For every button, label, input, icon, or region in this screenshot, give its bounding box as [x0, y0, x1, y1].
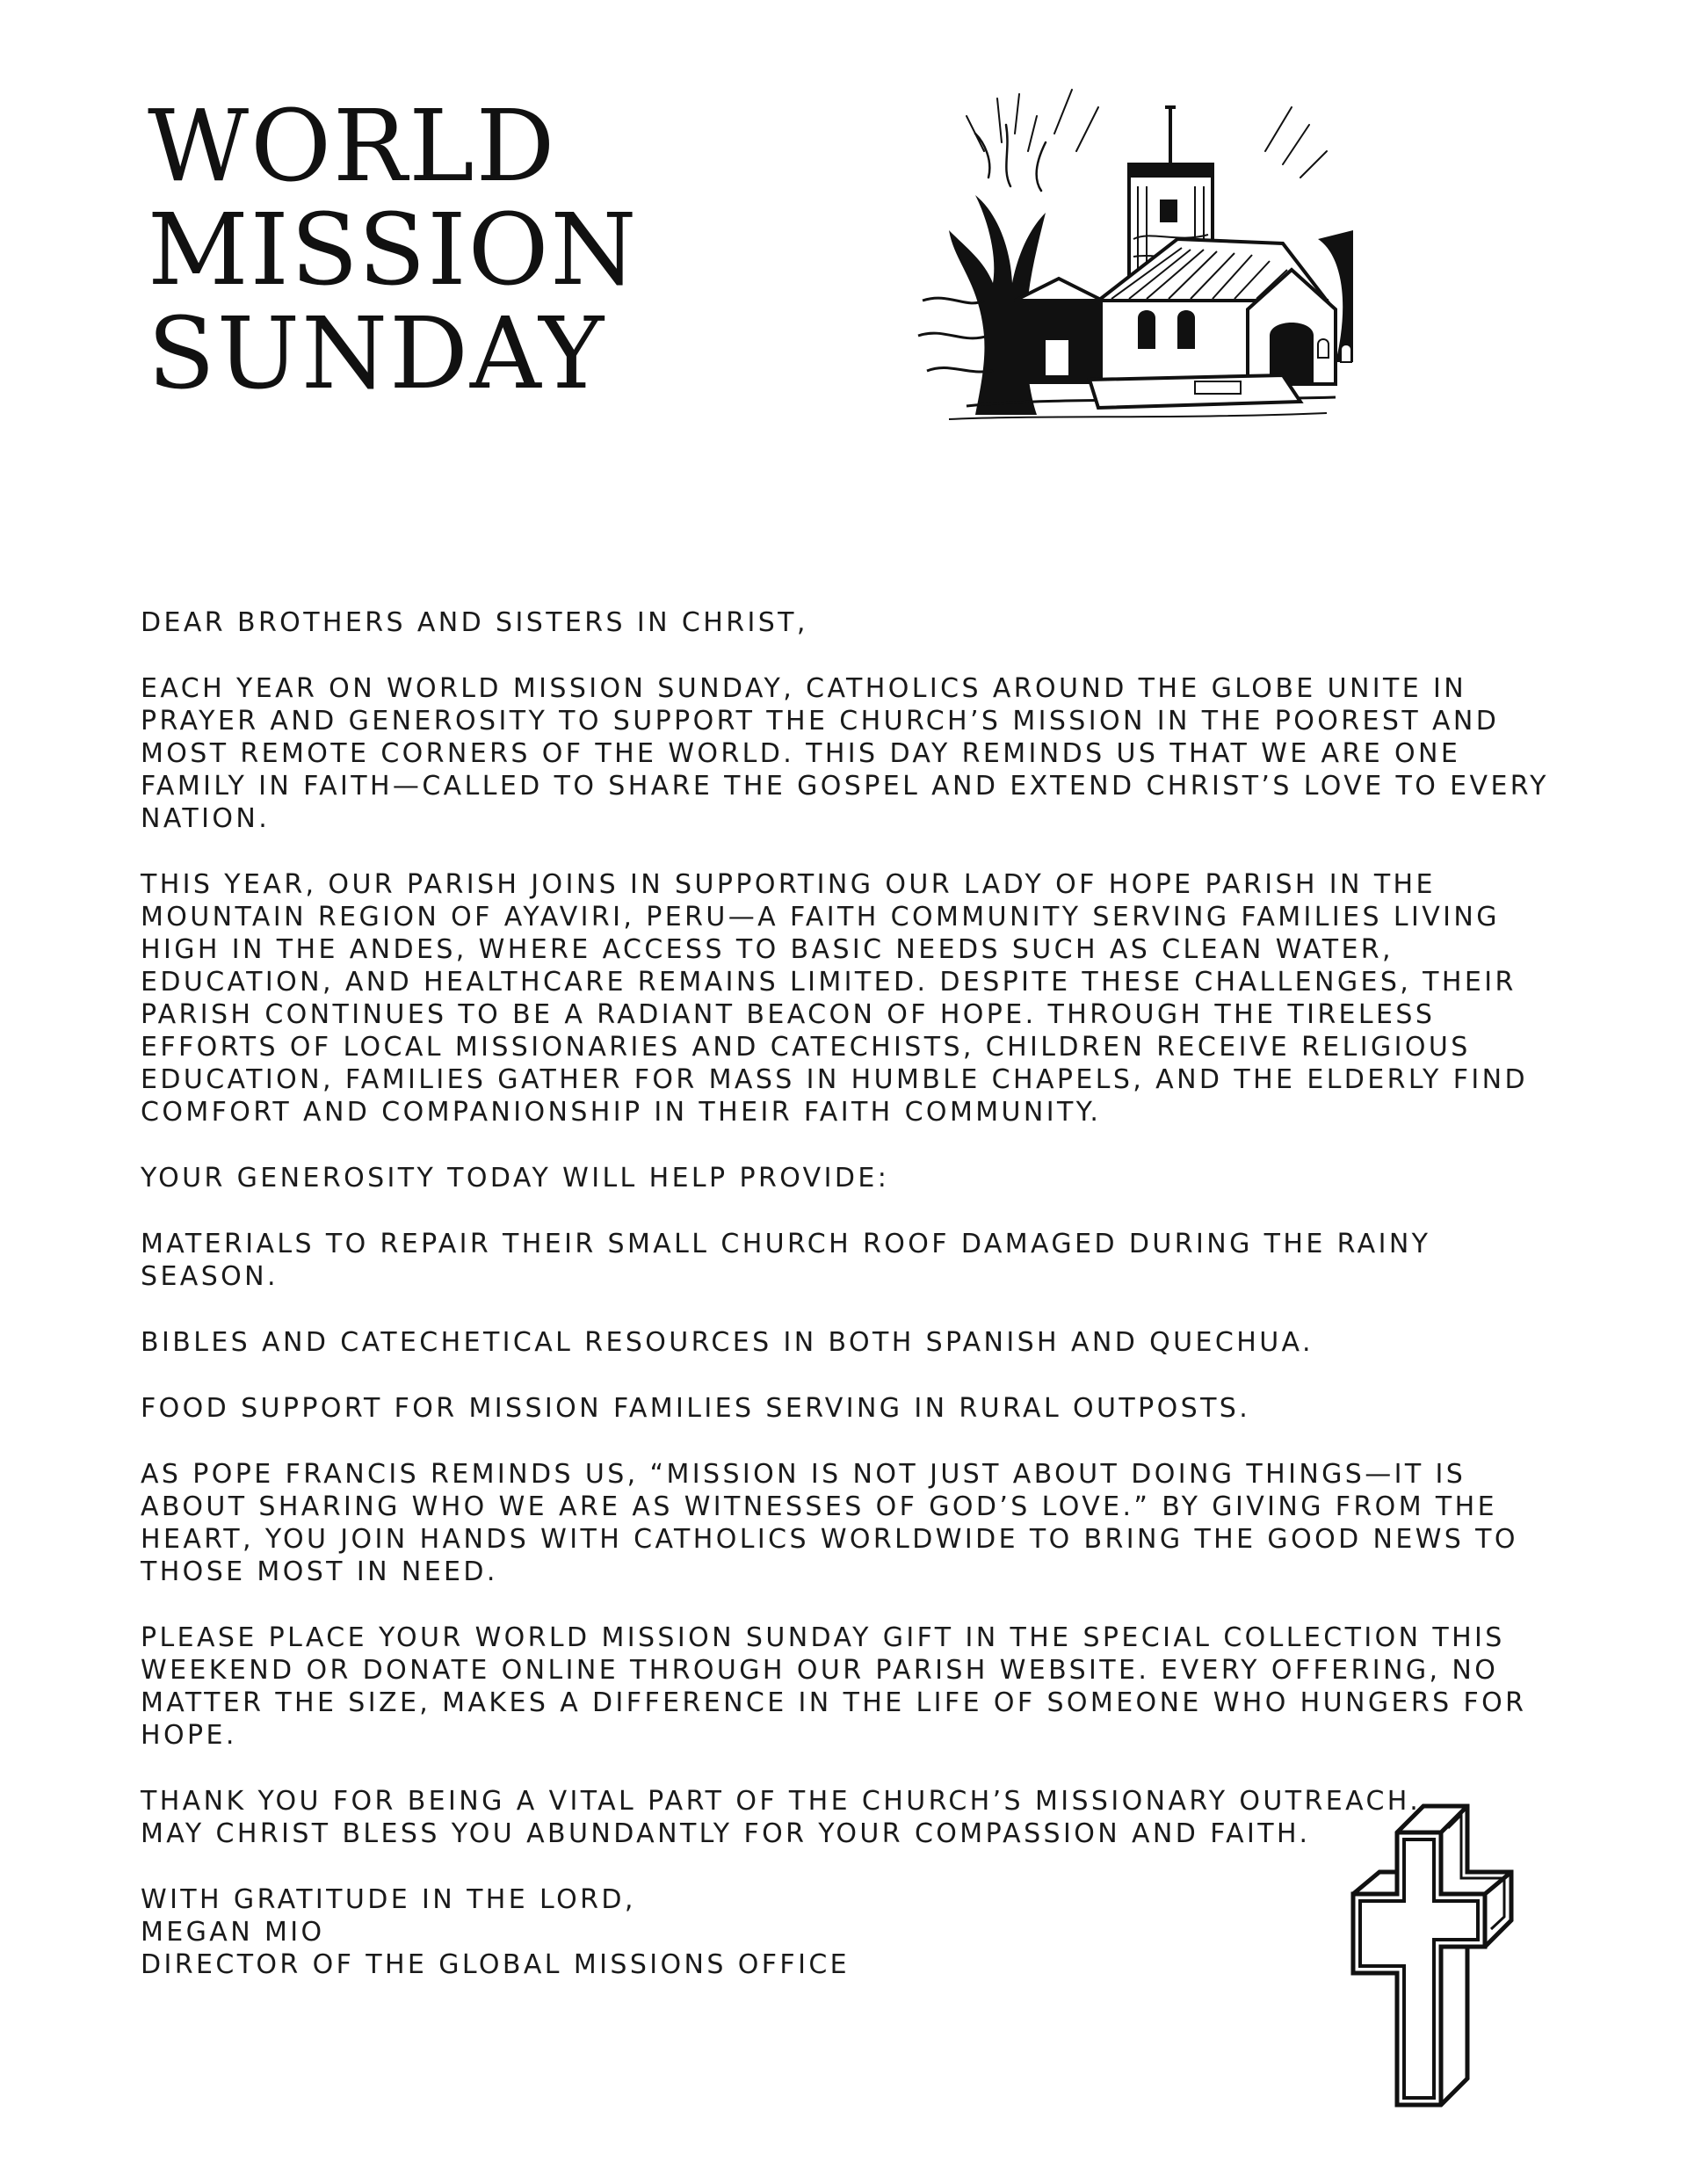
signoff: WITH GRATITUDE IN THE LORD,	[141, 1884, 636, 1915]
title-line-1: WORLD	[148, 90, 557, 204]
paragraph-donate: PLEASE PLACE YOUR WORLD MISSION SUNDAY GIFT IN THE SPECIAL COLLECTION THIS WEEKEND OR DONATE ONLINE THROUGH OUR PARISH WEBSITE. EVERY OFFERING, NO MATTER THE SIZE, MAKES A DIFFERENCE IN THE LIFE OF SOMEONE WHO HUNGERS FOR HOPE.	[141, 1622, 1527, 1751]
title-line-2: MISSION	[148, 193, 639, 308]
closing-line-1: THANK YOU FOR BEING A VITAL PART OF THE CHURCH’S MISSIONARY OUTREACH.	[141, 1786, 1422, 1817]
signer-role: DIRECTOR OF THE GLOBAL MISSIONS OFFICE	[141, 1949, 851, 1980]
signer-name: MEGAN MIO	[141, 1917, 325, 1948]
list-item: MATERIALS TO REPAIR THEIR SMALL CHURCH ROOF DAMAGED DURING THE RAINY SEASON.	[141, 1229, 1431, 1292]
paragraph-provide: YOUR GENEROSITY TODAY WILL HELP PROVIDE:	[141, 1163, 890, 1194]
greeting: DEAR BROTHERS AND SISTERS IN CHRIST,	[141, 607, 808, 638]
paragraph-quote: AS POPE FRANCIS REMINDS US, “MISSION IS NOT JUST ABOUT DOING THINGS—IT IS ABOUT SHARING WHO WE ARE AS WITNESSES OF GOD’S LOVE.” BY GIVING FROM THE HEART, YOU JOIN HANDS WITH CATHOLICS WORLDWIDE TO BRING THE GOOD NEWS TO THOSE MOST IN NEED.	[141, 1459, 1518, 1587]
paragraph-intro: EACH YEAR ON WORLD MISSION SUNDAY, CATHOLICS AROUND THE GLOBE UNITE IN PRAYER AND GENEROSITY TO SUPPORT THE CHURCH’S MISSION IN THE POOREST AND MOST REMOTE CORNERS OF THE WORLD. THIS DAY REMINDS US THAT WE ARE ONE FAMILY IN FAITH—CALLED TO SHARE THE GOSPEL AND EXTEND CHRIST’S LOVE TO EVERY NATION.	[141, 673, 1549, 834]
closing-line-2: MAY CHRIST BLESS YOU ABUNDANTLY FOR YOUR COMPASSION AND FAITH.	[141, 1818, 1311, 1849]
letter-body	[141, 606, 1564, 1981]
title-line-3: SUNDAY	[148, 297, 606, 411]
paragraph-parish: THIS YEAR, OUR PARISH JOINS IN SUPPORTING OUR LADY OF HOPE PARISH IN THE MOUNTAIN REGION OF AYAVIRI, PERU—A FAITH COMMUNITY SERVING FAMILIES LIVING HIGH IN THE ANDES, WHERE ACCESS TO BASIC NEEDS SUCH AS CLEAN WATER, EDUCATION, AND HEALTHCARE REMAINS LIMITED. DESPITE THESE CHALLENGES, THEIR PARISH CONTINUES TO BE A RADIANT BEACON OF HOPE. THROUGH THE TIRELESS EFFORTS OF LOCAL MISSIONARIES AND CATECHISTS, CHILDREN RECEIVE RELIGIOUS EDUCATION, FAMILIES GATHER FOR MASS IN HUMBLE CHAPELS, AND THE ELDERLY FIND COMFORT AND COMPANIONSHIP IN THEIR FAITH COMMUNITY.	[141, 869, 1528, 1128]
page-title	[148, 90, 639, 411]
church-illustration	[914, 81, 1353, 441]
list-item: BIBLES AND CATECHETICAL RESOURCES IN BOTH SPANISH AND QUECHUA.	[141, 1327, 1314, 1358]
list-item: FOOD SUPPORT FOR MISSION FAMILIES SERVING IN RURAL OUTPOSTS.	[141, 1393, 1251, 1424]
cross-icon	[1336, 1797, 1538, 2114]
